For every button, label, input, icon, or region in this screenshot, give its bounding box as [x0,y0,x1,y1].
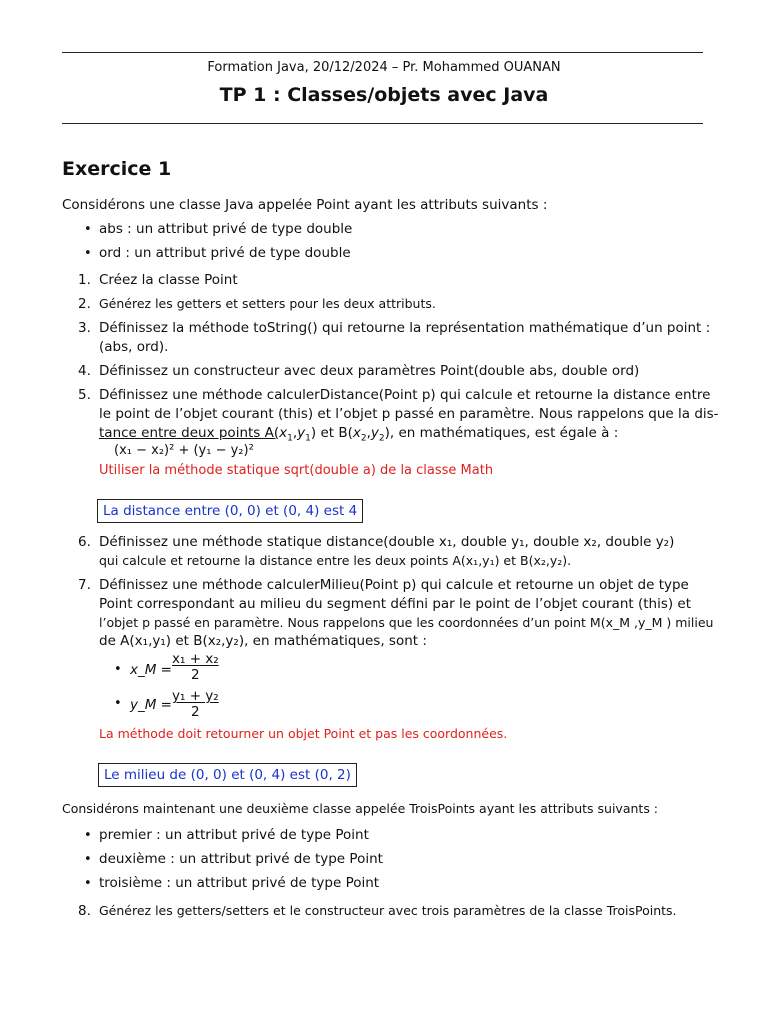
list-item: Définissez une méthode calculerDistance(Point p) qui calcule et retourne la distance entre [99,387,711,403]
item-number: 6. [78,534,91,550]
list-item-continued: qui calcule et retourne la distance entre les deux points A(x₁,y₁) et B(x₂,y₂). [99,553,572,568]
ym-denominator: 2 [191,704,200,720]
list-item-continued: l’objet p passé en paramètre. Nous rappelons que les coordonnées d’un point M(x_M ,y_M ) milieu [99,615,714,630]
distance-formula: (x₁ − x₂)² + (y₁ − y₂)² [114,443,254,458]
list-item-continued: tance entre deux points $A(x_1,y_1)$ et $B(x_2,y_2)$, en mathématiques, est égale à : [99,425,619,444]
attribute-item: abs : un attribut privé de type double [99,221,353,237]
bullet-icon: • [84,222,92,237]
bullet-icon: • [114,696,122,711]
item-number: 7. [78,577,91,593]
list-item-continued: de A(x₁,y₁) et B(x₂,y₂), en mathématiques, sont : [99,633,427,649]
bullet-icon: • [84,828,92,843]
ym-label: y_M = [130,697,172,713]
intro-paragraph: Considérons une classe Java appelée Point ayant les attributs suivants : [62,197,548,213]
xm-label: x_M = [130,662,172,678]
list-item: Créez la classe Point [99,272,238,288]
item-number: 8. [78,903,91,919]
list-item: Générez les getters et setters pour les deux attributs. [99,296,436,311]
xm-denominator: 2 [191,667,200,683]
attribute-item: ord : un attribut privé de type double [99,245,351,261]
item-number: 2. [78,296,91,312]
title-rule [62,123,703,124]
attribute-item: premier : un attribut privé de type Point [99,827,369,843]
list-item: Générez les getters/setters et le constructeur avec trois paramètres de la classe TroisPoints. [99,903,677,918]
ym-numerator: y₁ + y₂ [172,688,219,704]
example-output-box: La distance entre (0, 0) et (0, 4) est 4 [97,499,363,523]
item-number: 4. [78,363,91,379]
list-item-continued: (abs, ord). [99,339,169,355]
top-rule [62,52,703,53]
example-output-box: Le milieu de (0, 0) et (0, 4) est (0, 2) [98,763,357,787]
attribute-item: deuxième : un attribut privé de type Point [99,851,383,867]
bullet-icon: • [84,246,92,261]
list-item: Définissez une méthode calculerMilieu(Point p) qui calcule et retourne un objet de type [99,577,689,593]
list-item: Définissez une méthode statique distance(double x₁, double y₁, double x₂, double y₂) [99,534,675,550]
list-item: Définissez un constructeur avec deux paramètres Point(double abs, double ord) [99,363,640,379]
ym-fraction [172,688,219,720]
page-title: TP 1 : Classes/objets avec Java [219,84,549,106]
bullet-icon: • [84,852,92,867]
bullet-icon: • [114,662,122,677]
hint-text: Utiliser la méthode statique sqrt(double a) de la classe Math [99,463,494,478]
item-number: 5. [78,387,91,403]
intro-paragraph-2: Considérons maintenant une deuxième classe appelée TroisPoints ayant les attributs suivants : [62,801,659,816]
hint-text: La méthode doit retourner un objet Point et pas les coordonnées. [99,726,508,741]
list-item-continued: le point de l’objet courant (this) et l’objet p passé en paramètre. Nous rappelons que la dis- [99,406,719,422]
item-number: 3. [78,320,91,336]
attribute-item: troisième : un attribut privé de type Point [99,875,380,891]
document-meta: Formation Java, 20/12/2024 – Pr. Mohammed OUANAN [207,60,561,75]
item-number: 1. [78,272,91,288]
exercise-heading: Exercice 1 [62,158,172,180]
list-item: Définissez la méthode toString() qui retourne la représentation mathématique d’un point : [99,320,711,336]
list-item-continued: Point correspondant au milieu du segment défini par le point de l’objet courant (this) et [99,596,692,612]
xm-fraction [172,651,219,683]
xm-numerator: x₁ + x₂ [172,651,219,667]
bullet-icon: • [84,876,92,891]
